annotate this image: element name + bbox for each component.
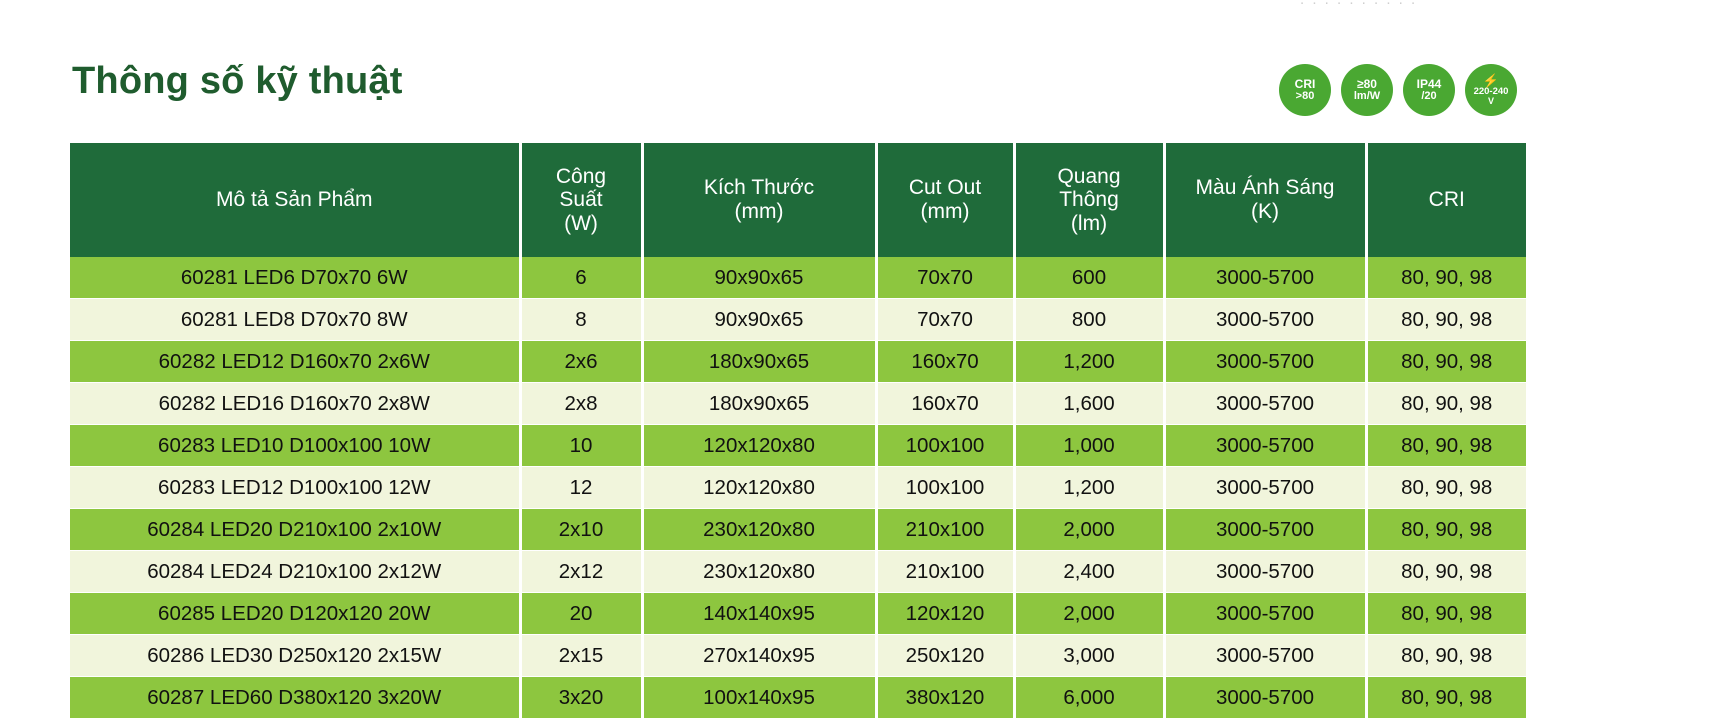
cell-dimensions: 180x90x65 [642,341,876,383]
cell-color-temperature: 3000-5700 [1164,341,1366,383]
cell-cri: 80, 90, 98 [1366,299,1526,341]
cell-color-temperature: 3000-5700 [1164,383,1366,425]
column-header-cri [1366,143,1526,257]
voltage-badge-line3: V [1487,95,1494,106]
page-title: Thông số kỹ thuật [72,60,403,103]
cell-power: 8 [520,299,642,341]
ip-rating-badge-line1: IP44 [1416,76,1442,91]
cell-cri: 80, 90, 98 [1366,383,1526,425]
table-body [70,257,1526,719]
cell-cutout: 70x70 [876,299,1014,341]
cell-dimensions: 100x140x95 [642,677,876,719]
table-row [70,383,1526,425]
cell-cutout: 380x120 [876,677,1014,719]
cell-dimensions: 180x90x65 [642,383,876,425]
table-row [70,677,1526,719]
cell-cutout: 100x100 [876,467,1014,509]
column-header-cri-line1: CRI [1428,188,1465,212]
cell-cutout: 160x70 [876,341,1014,383]
column-header-dimensions-line1: Kích Thước [703,176,815,200]
cell-cutout: 120x120 [876,593,1014,635]
cell-cri: 80, 90, 98 [1366,677,1526,719]
cell-description: 60283 LED10 D100x100 10W [70,425,520,467]
cell-luminous-flux: 1,200 [1014,467,1164,509]
column-header-color-temperature-line1: Màu Ánh Sáng [1195,176,1335,200]
badge-group [1279,64,1517,116]
top-cropped-text-strip [0,0,1713,16]
table-row [70,551,1526,593]
table-row [70,341,1526,383]
cell-luminous-flux: 1,000 [1014,425,1164,467]
cell-power: 6 [520,257,642,299]
cell-cri: 80, 90, 98 [1366,593,1526,635]
cell-cutout: 70x70 [876,257,1014,299]
cell-power: 2x10 [520,509,642,551]
table-row [70,299,1526,341]
efficacy-badge-line1: ≥80 [1357,76,1377,91]
column-header-description [70,143,520,257]
cell-description: 60284 LED24 D210x100 2x12W [70,551,520,593]
cell-luminous-flux: 2,000 [1014,593,1164,635]
cell-cutout: 210x100 [876,551,1014,593]
top-cropped-text [1300,0,1417,8]
table-row [70,593,1526,635]
cell-dimensions: 90x90x65 [642,299,876,341]
ip-rating-badge-line2: /20 [1421,89,1437,102]
column-header-dimensions-line2: (mm) [734,200,784,223]
cell-dimensions: 230x120x80 [642,551,876,593]
ip-rating-badge [1403,64,1455,116]
cell-dimensions: 120x120x80 [642,467,876,509]
cell-power: 12 [520,467,642,509]
efficacy-badge [1341,64,1393,116]
table-row [70,509,1526,551]
cell-color-temperature: 3000-5700 [1164,425,1366,467]
column-header-dimensions [642,143,876,257]
column-header-power-line2: Suất [559,188,603,212]
column-header-luminous-flux [1014,143,1164,257]
cell-dimensions: 270x140x95 [642,635,876,677]
cell-cutout: 160x70 [876,383,1014,425]
voltage-badge [1465,64,1517,116]
cell-description: 60281 LED6 D70x70 6W [70,257,520,299]
cell-power: 2x15 [520,635,642,677]
cell-color-temperature: 3000-5700 [1164,551,1366,593]
cell-color-temperature: 3000-5700 [1164,467,1366,509]
cell-luminous-flux: 600 [1014,257,1164,299]
cell-luminous-flux: 800 [1014,299,1164,341]
cell-cri: 80, 90, 98 [1366,425,1526,467]
cell-description: 60287 LED60 D380x120 3x20W [70,677,520,719]
column-header-cutout-line2: (mm) [920,200,970,223]
cell-dimensions: 230x120x80 [642,509,876,551]
cell-description: 60285 LED20 D120x120 20W [70,593,520,635]
cell-luminous-flux: 1,200 [1014,341,1164,383]
column-header-color-temperature [1164,143,1366,257]
column-header-color-temperature-line2: (K) [1251,200,1279,223]
cell-power: 10 [520,425,642,467]
cell-dimensions: 120x120x80 [642,425,876,467]
cell-color-temperature: 3000-5700 [1164,593,1366,635]
cell-power: 2x12 [520,551,642,593]
cell-power: 2x6 [520,341,642,383]
column-header-description-line1: Mô tả Sản Phẩm [216,188,373,212]
cell-power: 2x8 [520,383,642,425]
column-header-cutout-line1: Cut Out [908,176,982,200]
column-header-cutout [876,143,1014,257]
column-header-luminous-flux-line2: Thông [1059,188,1119,212]
cell-luminous-flux: 6,000 [1014,677,1164,719]
cell-power: 3x20 [520,677,642,719]
cell-luminous-flux: 1,600 [1014,383,1164,425]
table-row [70,467,1526,509]
cell-dimensions: 140x140x95 [642,593,876,635]
cell-power: 20 [520,593,642,635]
cell-cutout: 250x120 [876,635,1014,677]
table-row [70,257,1526,299]
cell-cri: 80, 90, 98 [1366,551,1526,593]
column-header-power-line3: (W) [564,211,598,235]
table-row [70,635,1526,677]
cell-cri: 80, 90, 98 [1366,467,1526,509]
cell-cri: 80, 90, 98 [1366,341,1526,383]
column-header-luminous-flux-line1: Quang [1057,164,1121,188]
cell-cri: 80, 90, 98 [1366,509,1526,551]
efficacy-badge-line2: lm/W [1353,89,1381,102]
cell-cutout: 100x100 [876,425,1014,467]
table-row [70,425,1526,467]
cri-badge-line2: >80 [1295,89,1315,102]
cell-cutout: 210x100 [876,509,1014,551]
cell-description: 60282 LED12 D160x70 2x6W [70,341,520,383]
cell-cri: 80, 90, 98 [1366,257,1526,299]
lightning-bolt-icon: ⚡ [1482,72,1500,88]
cell-luminous-flux: 2,000 [1014,509,1164,551]
column-header-power-line1: Công [555,164,607,188]
cell-color-temperature: 3000-5700 [1164,509,1366,551]
cri-badge-line1: CRI [1294,76,1316,91]
table-header-row [70,143,1526,257]
cell-color-temperature: 3000-5700 [1164,257,1366,299]
specification-table [70,143,1526,719]
cell-dimensions: 90x90x65 [642,257,876,299]
column-header-luminous-flux-line3: (lm) [1070,211,1108,235]
column-header-power [520,143,642,257]
cell-luminous-flux: 2,400 [1014,551,1164,593]
cell-luminous-flux: 3,000 [1014,635,1164,677]
cell-description: 60284 LED20 D210x100 2x10W [70,509,520,551]
cell-description: 60282 LED16 D160x70 2x8W [70,383,520,425]
cell-color-temperature: 3000-5700 [1164,635,1366,677]
cell-description: 60281 LED8 D70x70 8W [70,299,520,341]
cell-description: 60283 LED12 D100x100 12W [70,467,520,509]
cell-color-temperature: 3000-5700 [1164,299,1366,341]
cell-description: 60286 LED30 D250x120 2x15W [70,635,520,677]
cell-color-temperature: 3000-5700 [1164,677,1366,719]
cell-cri: 80, 90, 98 [1366,635,1526,677]
voltage-badge-line2: 220-240 [1473,85,1509,97]
cri-badge [1279,64,1331,116]
